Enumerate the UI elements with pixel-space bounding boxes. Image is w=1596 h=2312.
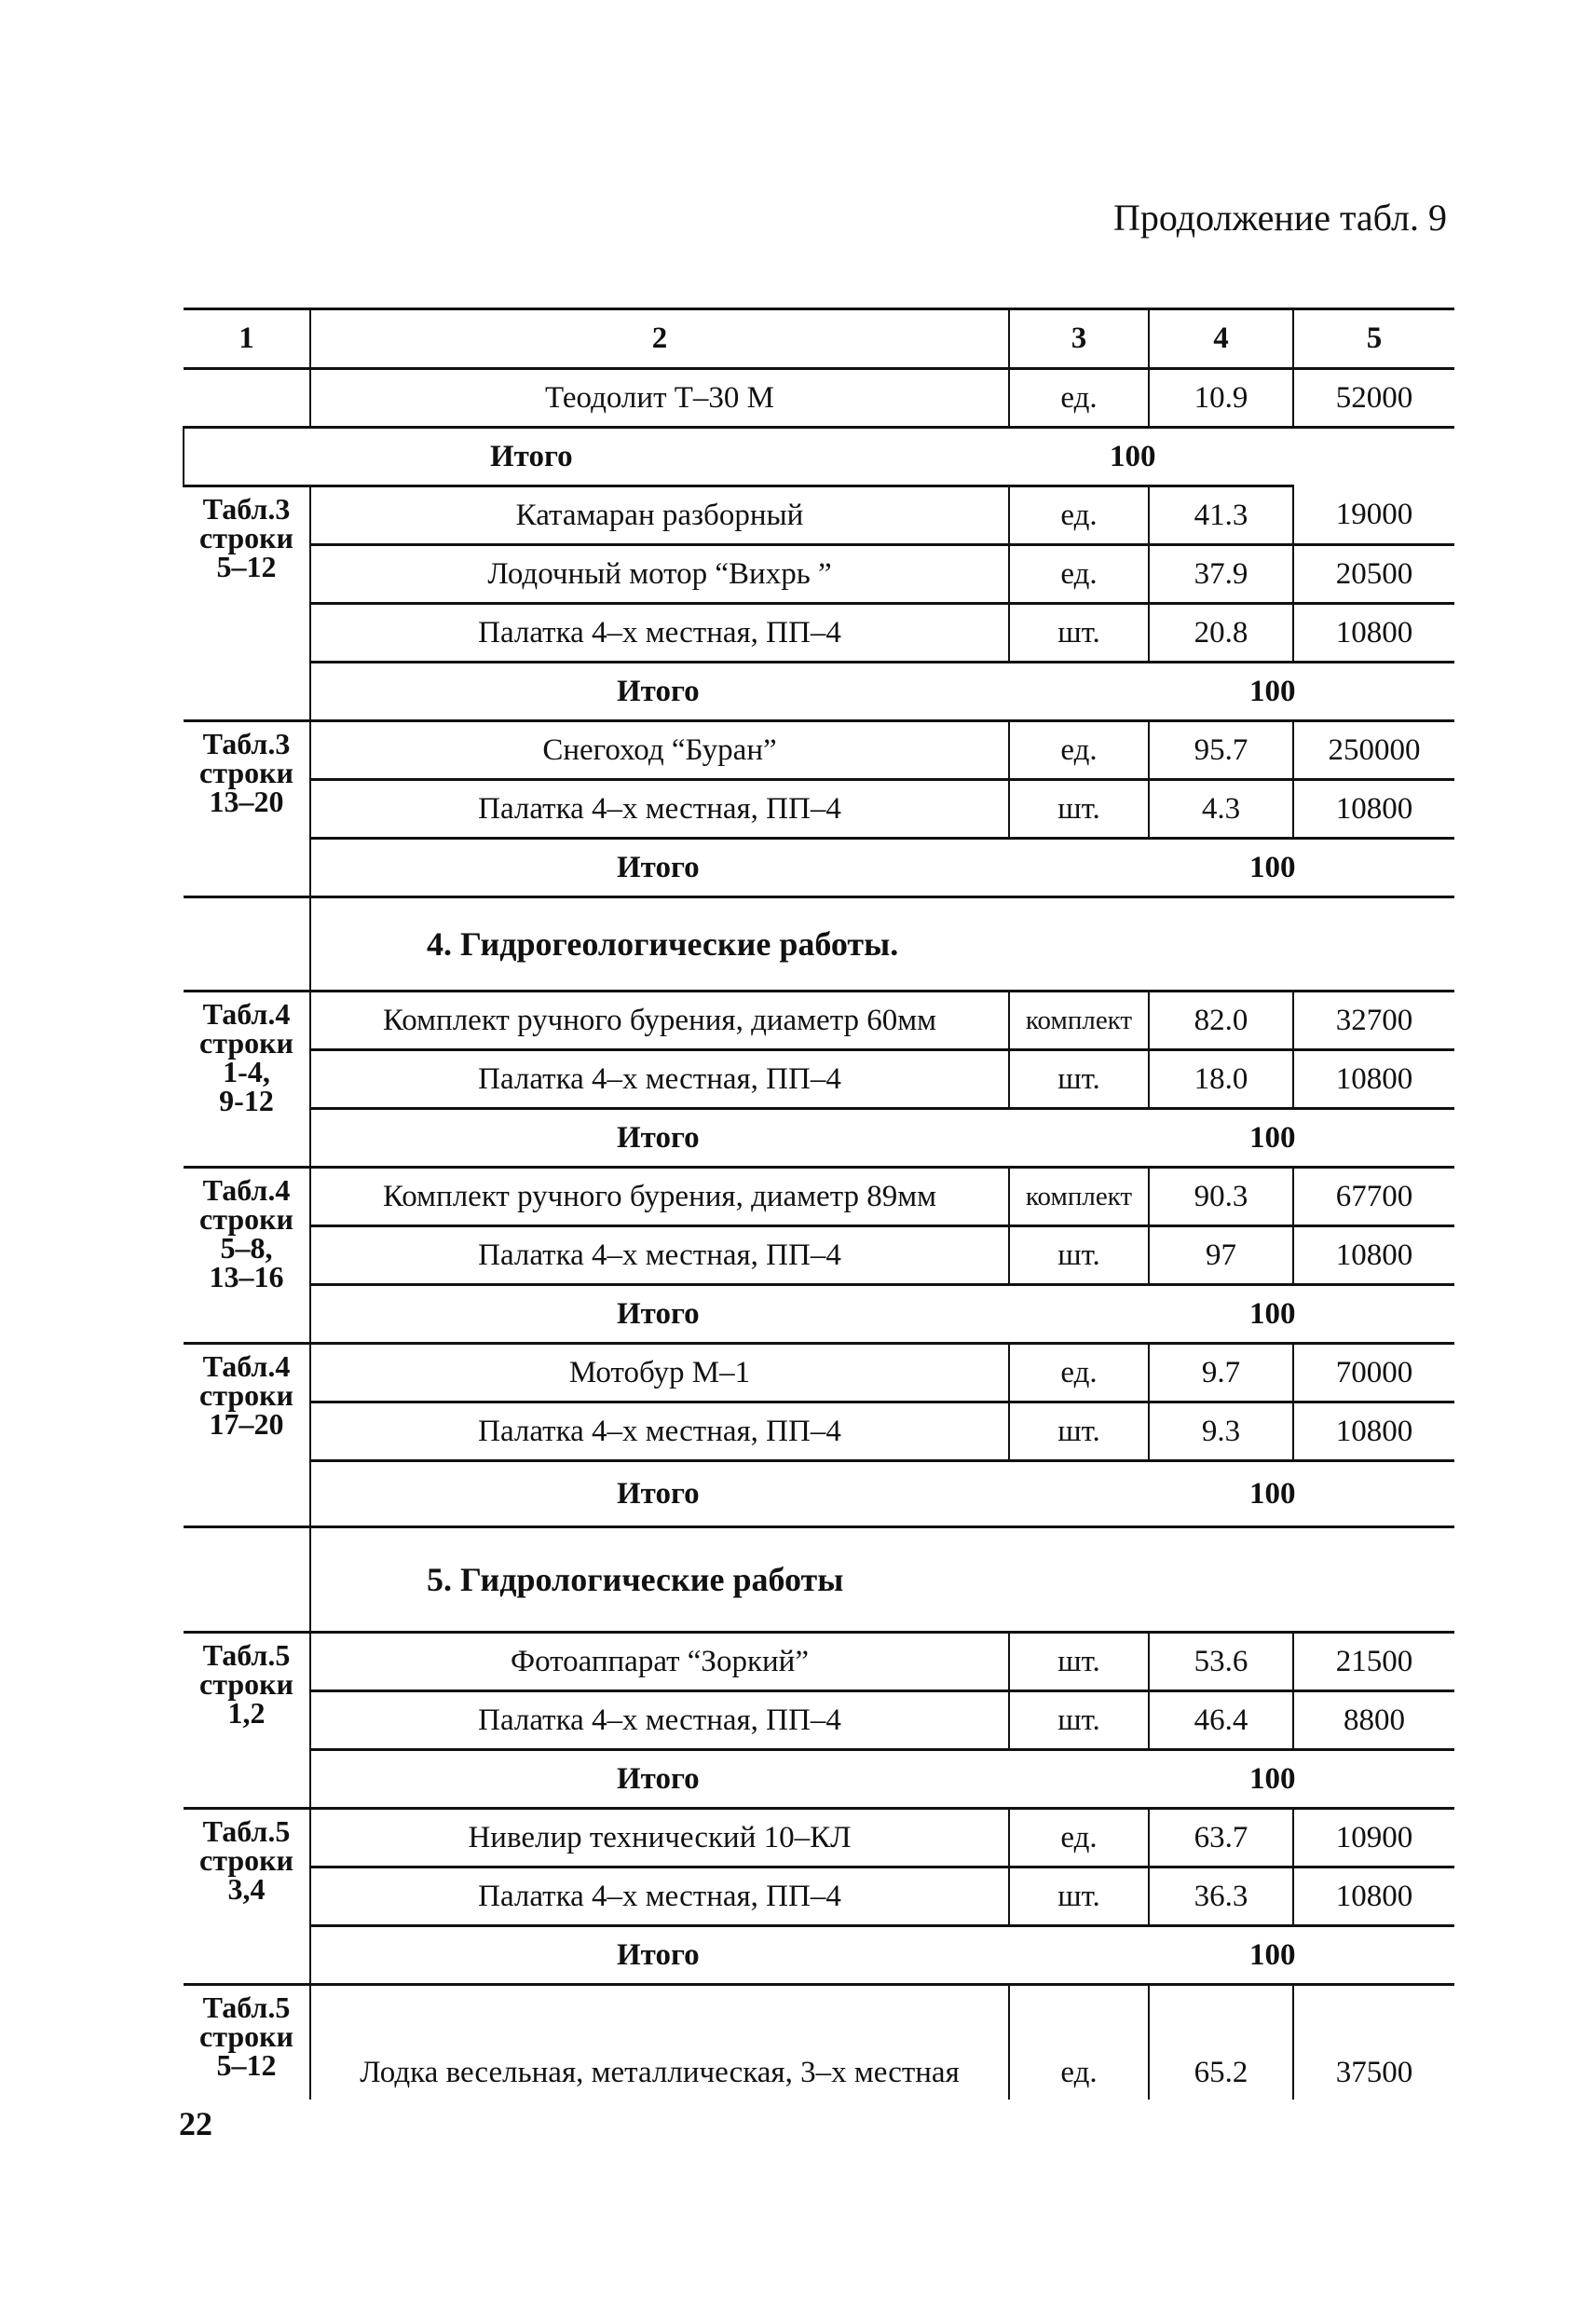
table-row <box>184 1809 1454 1867</box>
item-unit: ед. <box>1009 369 1149 428</box>
total-label: Итого <box>310 1109 1149 1168</box>
table-row <box>184 1633 1454 1691</box>
item-price: 32700 <box>1293 992 1454 1050</box>
table-row <box>184 604 1454 663</box>
item-share: 53.6 <box>1149 1633 1293 1691</box>
group-reference: Табл.4 строки 17–20 <box>184 1344 310 1527</box>
table-row <box>184 1985 1454 2100</box>
total-row <box>184 1926 1454 1985</box>
table-row <box>184 545 1454 604</box>
section-title: 5. Гидрологические работы <box>310 1527 1454 1633</box>
item-name: Теодолит Т–30 М <box>310 369 1009 428</box>
item-unit: ед. <box>1009 545 1149 604</box>
item-share: 10.9 <box>1149 369 1293 428</box>
section-title: 4. Гидрогеологические работы. <box>310 897 1454 992</box>
total-label: Итого <box>310 1461 1149 1527</box>
item-price: 37500 <box>1293 1985 1454 2100</box>
table-body <box>184 369 1454 2100</box>
item-share: 63.7 <box>1149 1809 1293 1867</box>
item-share: 18.0 <box>1149 1050 1293 1109</box>
total-value: 100 <box>1149 839 1454 897</box>
item-unit: шт. <box>1009 1050 1149 1109</box>
page-number: 22 <box>179 2105 212 2142</box>
item-share: 9.3 <box>1149 1402 1293 1461</box>
item-name: Снегоход “Буран” <box>310 721 1009 780</box>
header-col-5: 5 <box>1293 309 1454 369</box>
table-row <box>184 1691 1454 1750</box>
item-share: 82.0 <box>1149 992 1293 1050</box>
item-name: Лодка весельная, металлическая, 3–х местная <box>310 1985 1009 2100</box>
table-row <box>184 1226 1454 1285</box>
item-unit: шт. <box>1009 1226 1149 1285</box>
item-price: 10800 <box>1293 780 1454 839</box>
item-share: 97 <box>1149 1226 1293 1285</box>
total-value: 100 <box>1149 1750 1454 1809</box>
equipment-table <box>183 308 1454 2100</box>
item-share: 20.8 <box>1149 604 1293 663</box>
item-price: 250000 <box>1293 721 1454 780</box>
total-row <box>184 1285 1454 1344</box>
header-col-1: 1 <box>184 309 310 369</box>
item-unit: шт. <box>1009 1867 1149 1926</box>
item-price: 10800 <box>1293 604 1454 663</box>
table-row <box>184 1402 1454 1461</box>
item-share: 36.3 <box>1149 1867 1293 1926</box>
item-share: 37.9 <box>1149 545 1293 604</box>
group-reference: Табл.5 строки 5–12 <box>199 1991 293 2082</box>
item-share: 65.2 <box>1149 1985 1293 2100</box>
total-label: Итого <box>310 1285 1149 1344</box>
header-col-2: 2 <box>310 309 1009 369</box>
total-row <box>184 1750 1454 1809</box>
item-name: Лодочный мотор “Вихрь ” <box>310 545 1009 604</box>
group-reference: Табл.5 строки 1,2 <box>184 1633 310 1809</box>
total-label: Итого <box>310 1926 1149 1985</box>
group-reference: Табл.4 строки 1-4, 9-12 <box>184 992 310 1168</box>
section-heading-row <box>184 897 1454 992</box>
item-price: 10800 <box>1293 1050 1454 1109</box>
item-unit: шт. <box>1009 1633 1149 1691</box>
group-reference: Табл.4 строки 5–8, 13–16 <box>184 1168 310 1344</box>
item-unit: шт. <box>1009 604 1149 663</box>
item-name: Катамаран разборный <box>310 486 1009 545</box>
item-unit: комплект <box>1009 1168 1149 1226</box>
item-price: 10800 <box>1293 1867 1454 1926</box>
item-unit: комплект <box>1009 992 1149 1050</box>
item-share: 46.4 <box>1149 1691 1293 1750</box>
item-price: 19000 <box>1293 486 1454 545</box>
total-value: 100 <box>1149 1109 1454 1168</box>
item-price: 21500 <box>1293 1633 1454 1691</box>
total-row <box>184 1109 1454 1168</box>
item-name: Фотоаппарат “Зоркий” <box>310 1633 1009 1691</box>
item-unit: ед. <box>1009 486 1149 545</box>
table-row <box>184 1867 1454 1926</box>
group-empty <box>184 369 310 428</box>
group-reference: Табл.3 строки 5–12 <box>184 486 310 721</box>
total-label: Итого <box>310 839 1149 897</box>
section-heading-row <box>184 1527 1454 1633</box>
item-price: 10800 <box>1293 1402 1454 1461</box>
group-reference: Табл.5 строки 3,4 <box>184 1809 310 1985</box>
header-col-4: 4 <box>1149 309 1293 369</box>
total-value: 100 <box>1009 428 1293 486</box>
table-row <box>184 486 1454 545</box>
item-name: Палатка 4–х местная, ПП–4 <box>310 780 1009 839</box>
item-share: 90.3 <box>1149 1168 1293 1226</box>
table-continuation-caption: Продолжение табл. 9 <box>1113 197 1447 239</box>
item-name: Комплект ручного бурения, диаметр 89мм <box>310 1168 1009 1226</box>
item-share: 4.3 <box>1149 780 1293 839</box>
item-price: 70000 <box>1293 1344 1454 1402</box>
table-row <box>184 369 1454 428</box>
item-name: Палатка 4–х местная, ПП–4 <box>310 1226 1009 1285</box>
table-row <box>184 992 1454 1050</box>
item-share: 9.7 <box>1149 1344 1293 1402</box>
total-value: 100 <box>1149 1926 1454 1985</box>
total-value: 100 <box>1149 1461 1454 1527</box>
item-price: 8800 <box>1293 1691 1454 1750</box>
group-reference: Табл.3 строки 13–20 <box>184 721 310 897</box>
section-empty-cell <box>184 1527 310 1633</box>
total-label: Итого <box>310 1750 1149 1809</box>
section-empty-cell <box>184 897 310 992</box>
total-row <box>184 839 1454 897</box>
table-header-row <box>184 309 1454 369</box>
total-value: 100 <box>1149 1285 1454 1344</box>
table-row <box>184 1344 1454 1402</box>
item-name: Мотобур М–1 <box>310 1344 1009 1402</box>
total-value: 100 <box>1149 663 1454 721</box>
item-price: 10800 <box>1293 1226 1454 1285</box>
item-unit: ед. <box>1009 721 1149 780</box>
item-price: 52000 <box>1293 369 1454 428</box>
item-unit: шт. <box>1009 1691 1149 1750</box>
item-price: 10900 <box>1293 1809 1454 1867</box>
table-row <box>184 1168 1454 1226</box>
item-share: 95.7 <box>1149 721 1293 780</box>
item-unit: ед. <box>1009 1344 1149 1402</box>
item-price: 67700 <box>1293 1168 1454 1226</box>
table-row <box>184 780 1454 839</box>
table-row <box>184 721 1454 780</box>
item-unit: ед. <box>1009 1809 1149 1867</box>
table-row <box>184 1050 1454 1109</box>
item-price: 20500 <box>1293 545 1454 604</box>
item-name: Нивелир технический 10–КЛ <box>310 1809 1009 1867</box>
item-name: Палатка 4–х местная, ПП–4 <box>310 1050 1009 1109</box>
item-share: 41.3 <box>1149 486 1293 545</box>
item-name: Палатка 4–х местная, ПП–4 <box>310 604 1009 663</box>
total-row <box>184 1461 1454 1527</box>
item-unit: шт. <box>1009 1402 1149 1461</box>
item-name: Комплект ручного бурения, диаметр 60мм <box>310 992 1009 1050</box>
item-name: Палатка 4–х местная, ПП–4 <box>310 1402 1009 1461</box>
item-name: Палатка 4–х местная, ПП–4 <box>310 1691 1009 1750</box>
total-row <box>184 428 1454 486</box>
total-label: Итого <box>184 428 1009 486</box>
header-col-3: 3 <box>1009 309 1149 369</box>
total-row <box>184 663 1454 721</box>
total-label: Итого <box>310 663 1149 721</box>
item-unit: ед. <box>1009 1985 1149 2100</box>
item-name: Палатка 4–х местная, ПП–4 <box>310 1867 1009 1926</box>
item-unit: шт. <box>1009 780 1149 839</box>
